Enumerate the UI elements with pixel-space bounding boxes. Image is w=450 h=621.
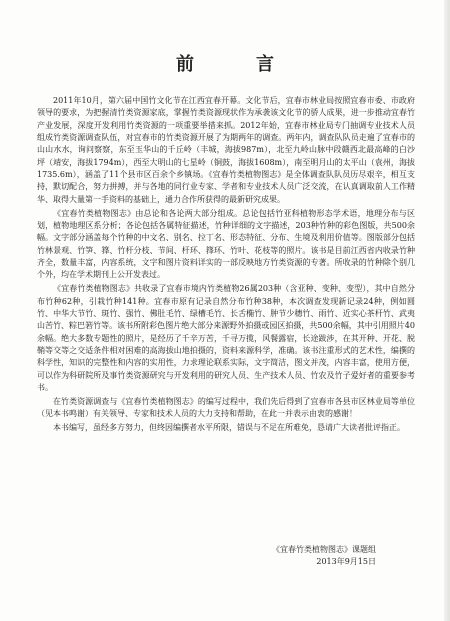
preface-body: [37, 95, 415, 434]
signature-date: 2013年9月15日: [316, 557, 376, 566]
signature-block: [226, 544, 376, 568]
paragraph-4: 在竹类资源调查与《宜春竹类植物图志》的编写过程中，我们先后得到了宜春市各县市区林业局等单位（见本书鸣谢）有关领导、专家和技术人员的大力支持和帮助，在此一并表示由衷的感谢！: [37, 396, 415, 419]
paragraph-1: 2011年10月，第六届中国竹文化节在江西宜春开幕。文化节后，宜春市林业局按照宜春市委、市政府领导的要求，为把握清竹类资源家底，掌握竹类资源现状作为承袭该文化节的骄人成果，进一步推动宜春竹产业发展，深度开发利用竹类资源的一项重要举措来抓。2012年始，宜春市林业局专门抽调专业技术人员组成竹类资源调查队伍，对宜春市的竹类资源开展了为期两年的调查。两年内，调查队队员走遍了宜春市的山山水水，询问察察，东至玉华山的千丘岭（丰城，海拔987m），北至九岭山脉中段赣西北最高峰的白沙坪（靖安，海拔1794m），西至大明山的七星岭（铜鼓，海拔1608m），南至明月山的太平山（袁州，海拔1735.6m），涵盖了11个县市区百余个乡镇场。《宜春竹类植物图志》是全体调查队队员历尽艰辛，相互支持，默切配合，努力拼搏，并与各地的同行业专家、学者和专业技术人员广泛交流，在认真调取前人工作精华、取得大量第一手资料的基础上，通力合作所获得的最新研究成果。: [37, 96, 415, 204]
paragraph-3: 《宜春竹类植物图志》共收录了宜春市境内竹类植物26属203种（含亚种、变种、变型），其中自然分布竹种62种，引栽竹种141种。宜春市原有记录自然分布竹种38种，本次调查发现新记录24种，例如圆竹、中华大节竹、斑竹、强竹、佛肚毛竹、绿槽毛竹、长舌椭竹、肿节少穗竹、雨竹、近实心茶杆竹、武夷山苦竹、粽巴箬竹等。该书所附彩色图片绝大部分来源野外拍摄或园区拍摄，共500余幅，其中引用照片40余幅。绝大多数专题性的照片，是经历了千辛万苦，千寻万揽，风餐露宿，长途跋涉，在其开种、开花、脱鞘等交等之交适条件相对困难的高海拔山地拍摄的，资料来源科学，准确。该书注重形式的艺术性，编撰的科学性，知识的完整性和内容的实用性，力求理论联系实际，文字简洁，图文并茂，内容丰富，使用方便，可以作为科研院所及事竹类资源研究与开发利用的研究人员、生产技术人员、竹农及竹子爱好者的重要参考书。: [37, 284, 415, 392]
page-title: 前 言: [176, 54, 296, 76]
paragraph-2: 《宜春竹类植物图志》由总论和各论两大部分组成。总论包括竹亚科植物形态学术语，地理分布与区划，植物地理区系分析；各论包括各属特征描述，竹种详细的文字描述，203种竹种的彩色图版，共500余幅。文字部分涵盖每个竹种的中文名、别名、拉丁名、形态特征、分布、生境及利用价值等。图版部分包括竹林景观、竹笋、箨、竹杆分枝、节间、杆环、箨环、竹叶、花枝等的照片。该书是目前江西省内收录竹种齐全，数量丰富，内容系统，文字和图片资料详实的一部反映地方竹类资源的专著。所收录的竹种除个别几个外，均在学术期刊上公开发表过。: [37, 208, 415, 280]
page-edge-shadow: [444, 0, 450, 621]
signature-group: 《宜春竹类植物图志》课题组: [272, 545, 376, 554]
paragraph-5: 本书编写，虽经多方努力，但终因编撰者水平所限，错误与不足在所难免，恳请广大读者批评指正。: [53, 422, 405, 432]
